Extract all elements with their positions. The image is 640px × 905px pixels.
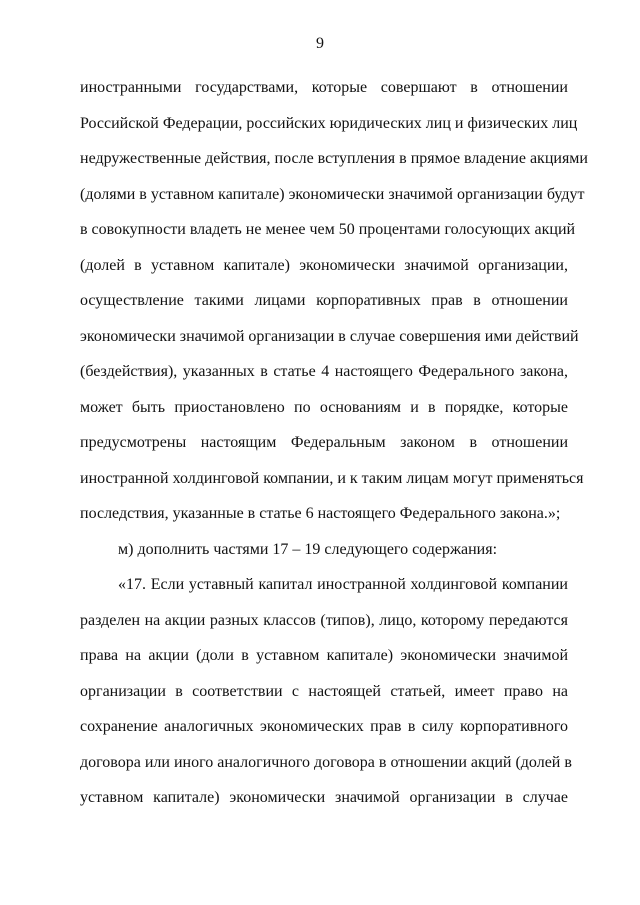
text-line: (долями в уставном капитале) экономически значимой организации будут [80, 186, 585, 203]
text-line: сохранение аналогичных экономических прав в силу корпоративного [80, 718, 568, 735]
paragraph-last-line: последствия, указанные в статье 6 настоящего Федерального закона.»; [80, 505, 561, 522]
text-line: уставном капитале) экономически значимой организации в случае [80, 789, 568, 806]
text-line: экономически значимой организации в случае совершения ими действий [80, 328, 579, 345]
text-line: иностранной холдинговой компании, и к таким лицам могут применяться [80, 470, 584, 487]
text-line: Российской Федерации, российских юридических лиц и физических лиц [80, 115, 578, 132]
text-line: в совокупности владеть не менее чем 50 процентами голосующих акций [80, 221, 576, 238]
text-line: договора или иного аналогичного договора в отношении акций (долей в [80, 754, 572, 771]
text-line: иностранными государствами, которые совершают в отношении [80, 79, 568, 96]
paragraph-first-line: «17. Если уставный капитал иностранной холдинговой компании [118, 576, 568, 593]
text-line: осуществление такими лицами корпоративных прав в отношении [80, 292, 568, 309]
text-line: может быть приостановлено по основаниям и в порядке, которые [80, 399, 568, 416]
text-line: организации в соответствии с настоящей статьей, имеет право на [80, 683, 568, 700]
text-line: недружественные действия, после вступления в прямое владение акциями [80, 150, 588, 167]
text-line: (долей в уставном капитале) экономически значимой организации, [80, 257, 568, 274]
text-line: (бездействия), указанных в статье 4 настоящего Федерального закона, [80, 363, 568, 380]
text-line: разделен на акции разных классов (типов), лицо, которому передаются [80, 612, 568, 629]
paragraph-line: м) дополнить частями 17 – 19 следующего содержания: [118, 541, 498, 558]
page-number: 9 [316, 35, 324, 52]
text-line: права на акции (доли в уставном капитале) экономически значимой [80, 647, 568, 664]
text-line: предусмотрены настоящим Федеральным законом в отношении [80, 434, 568, 451]
